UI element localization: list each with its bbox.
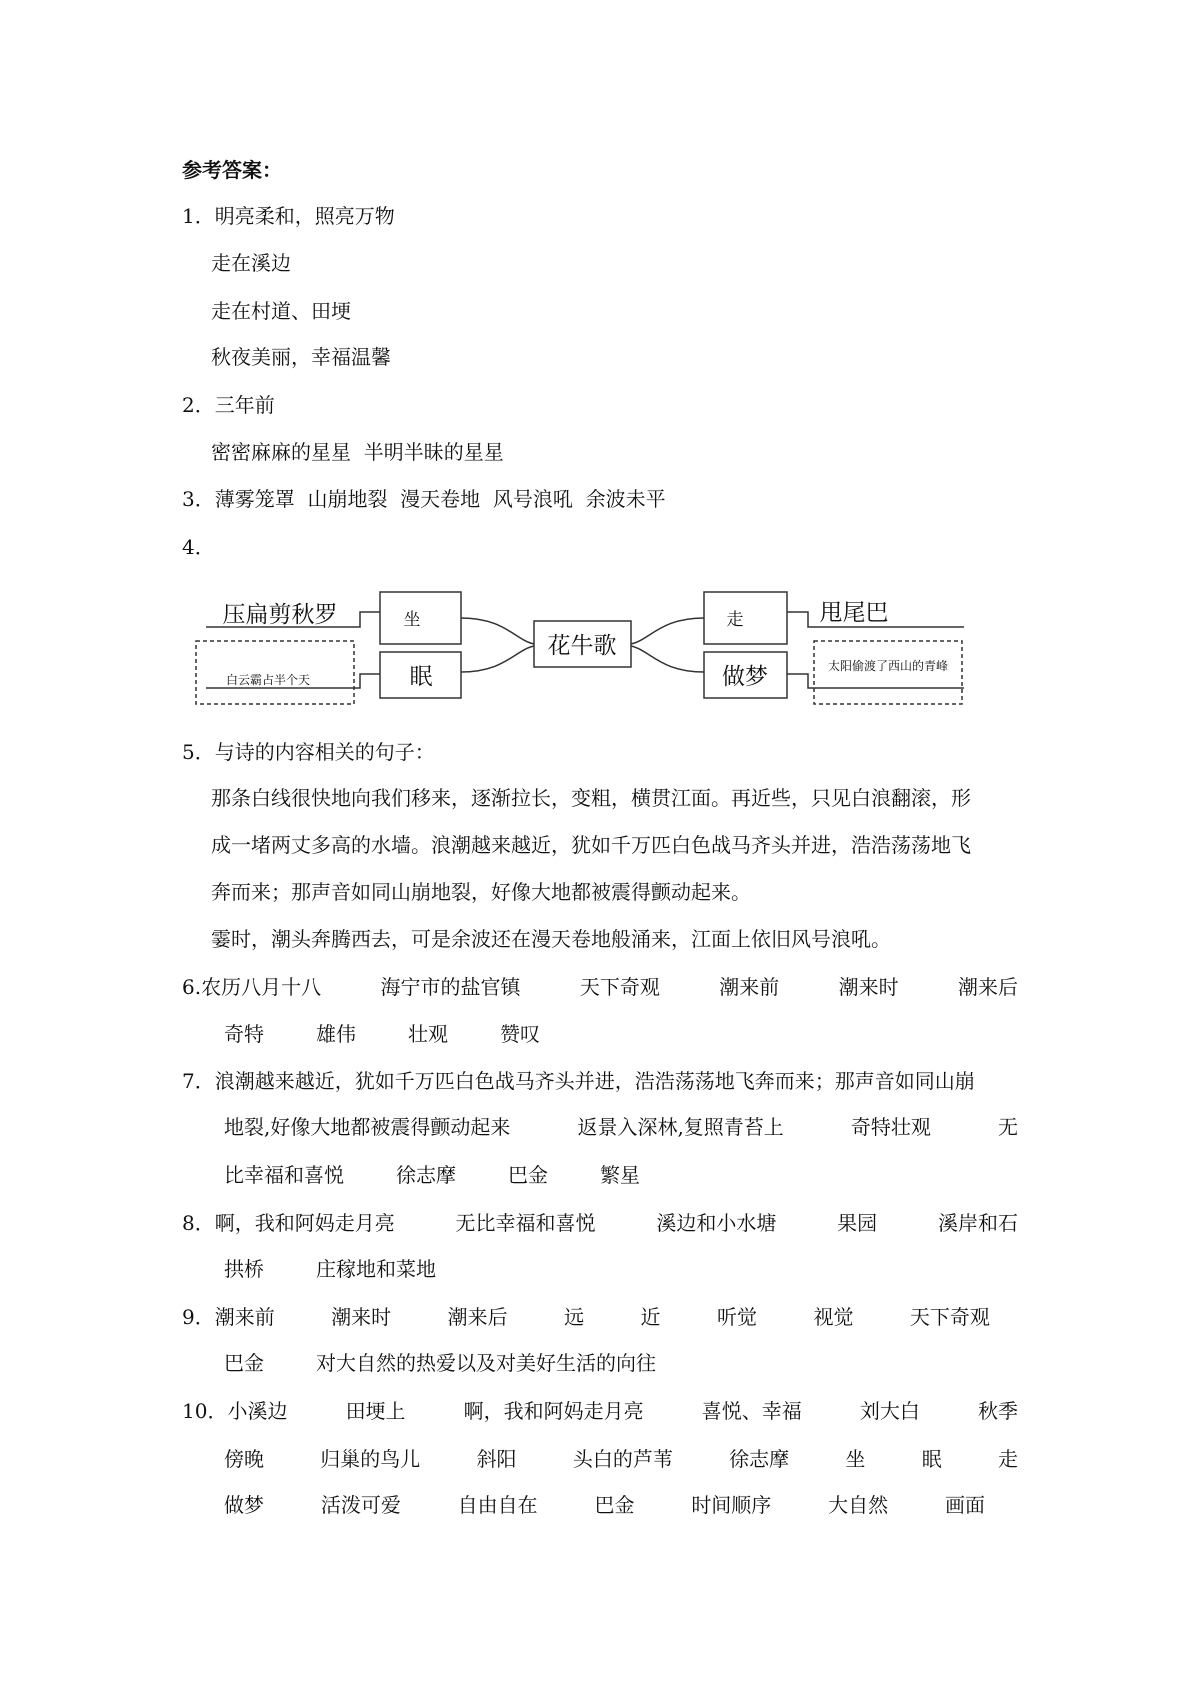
answer-text: 巴金 (224, 1351, 264, 1375)
answer-text: 繁星 (600, 1163, 640, 1187)
answer-text: 1．明亮柔和，照亮万物 (182, 204, 395, 228)
answer-text: 徐志摩 (396, 1163, 456, 1187)
answer-text: 8．啊，我和阿妈走月亮 (182, 1211, 395, 1235)
answer-text: 壮观 (408, 1022, 448, 1046)
answer-text: 果园 (837, 1211, 878, 1235)
answer-text: 秋季 (978, 1399, 1018, 1423)
answer-text: 潮来时 (331, 1305, 392, 1329)
answer-text: 斜阳 (476, 1447, 517, 1471)
answer-text: 大自然 (828, 1493, 889, 1517)
answer-text: 徐志摩 (729, 1447, 790, 1471)
answer-text: 无比幸福和喜悦 (455, 1211, 596, 1235)
answer-text: 成一堵两丈多高的水墙。浪潮越来越近，犹如千万匹白色战马齐头并进，浩浩荡荡地飞 (211, 833, 971, 857)
answer-text: 走在溪边 (211, 251, 291, 275)
answer-text: 归巢的鸟儿 (320, 1447, 421, 1471)
answer-text: 听觉 (717, 1305, 757, 1329)
answer-text: 天下奇观 (909, 1305, 990, 1329)
answer-text: 9．潮来前 (182, 1305, 275, 1329)
answer-title: 参考答案： (182, 158, 282, 182)
answer-text: 活泼可爱 (320, 1493, 401, 1517)
answer-text: 3．薄雾笼罩 山崩地裂 漫天卷地 风号浪吼 余波未平 (182, 487, 666, 511)
answer-text: 潮来后 (957, 975, 1018, 999)
box-sit-label: 坐 (403, 610, 421, 630)
box-walk (704, 592, 787, 644)
answer-text: 喜悦、幸福 (701, 1399, 802, 1423)
answer-text: 自由自在 (457, 1493, 538, 1517)
answer-text: 4． (182, 535, 215, 559)
right-bottom-label: 太阳偷渡了西山的青峰 (827, 659, 949, 673)
connector-curve (631, 618, 704, 644)
answer-text: 比幸福和喜悦 (224, 1163, 344, 1187)
answer-text: 密密麻麻的星星 半明半昧的星星 (211, 440, 504, 464)
answer-text: 秋夜美丽，幸福温馨 (211, 345, 391, 369)
answer-text: 天下奇观 (579, 975, 660, 999)
answer-text: 做梦 (224, 1493, 264, 1517)
box-dream-label: 做梦 (722, 664, 768, 690)
answer-text: 潮来时 (838, 975, 899, 999)
answer-text: 10．小溪边 (182, 1399, 288, 1423)
answer-text: 海宁市的盐官镇 (380, 975, 521, 999)
center-label: 花牛歌 (547, 633, 617, 659)
answer-text: 那条白线很快地向我们移来，逐渐拉长，变粗，横贯江面。再近些，只见白浪翻滚，形 (211, 786, 971, 810)
answer-text: 坐 (845, 1447, 866, 1471)
answer-text: 溪岸和石 (937, 1211, 1018, 1235)
answer-text: 走在村道、田埂 (211, 299, 351, 323)
answer-text: 霎时，潮头奔腾西去，可是余波还在漫天卷地般涌来，江面上依旧风号浪吼。 (211, 927, 891, 951)
answer-text: 拱桥 (224, 1257, 264, 1281)
answer-text: 眠 (921, 1447, 942, 1471)
box-walk-label: 走 (726, 610, 744, 630)
answer-text: 7．浪潮越来越近，犹如千万匹白色战马齐头并进，浩浩荡荡地飞奔而来；那声音如同山崩 (182, 1069, 975, 1093)
answer-text: 视觉 (813, 1305, 854, 1329)
answer-text: 潮来后 (447, 1305, 508, 1329)
answer-text: 远 (564, 1305, 585, 1329)
connector-curve (631, 646, 704, 672)
answer-text: 潮来前 (719, 975, 780, 999)
answer-text: 奔而来；那声音如同山崩地裂，好像大地都被震得颤动起来。 (211, 880, 751, 904)
answer-text: 啊，我和阿妈走月亮 (463, 1399, 644, 1423)
answer-text: 对大自然的热爱以及对美好生活的向往 (316, 1351, 656, 1375)
answer-text: 雄伟 (316, 1022, 356, 1046)
box-sleep-label: 眠 (409, 664, 433, 690)
answer-text: 时间顺序 (691, 1493, 772, 1517)
answer-text: 巴金 (508, 1163, 548, 1187)
right-top-label: 甩尾巴 (819, 600, 889, 626)
left-top-label: 压扁剪秋罗 (222, 602, 338, 628)
answer-text: 头白的芦苇 (572, 1447, 673, 1471)
answer-text: 地裂,好像大地都被震得颤动起来 (224, 1115, 511, 1139)
answer-text: 无 (998, 1115, 1018, 1139)
answer-text: 巴金 (594, 1493, 635, 1517)
answer-text: 返景入深林,复照青苔上 (577, 1115, 784, 1139)
answer-text: 田埂上 (345, 1399, 406, 1423)
answer-text: 庄稼地和菜地 (316, 1257, 436, 1281)
connector-curve (461, 646, 534, 672)
answer-text: 赞叹 (500, 1022, 540, 1046)
answer-text: 2．三年前 (182, 393, 275, 417)
answer-text: 画面 (944, 1493, 985, 1517)
answer-text: 6.农历八月十八 (182, 975, 322, 999)
answer-text: 奇特 (224, 1022, 264, 1046)
connector-curve (461, 618, 534, 644)
answer-text: 5．与诗的内容相关的句子： (182, 740, 435, 764)
answer-text: 走 (997, 1447, 1018, 1471)
answer-text: 刘大白 (859, 1399, 920, 1423)
left-bottom-label: 白云霸占半个天 (225, 673, 311, 687)
answer-text: 近 (640, 1305, 661, 1329)
answer-text: 奇特壮观 (850, 1115, 931, 1139)
answer-text: 傍晚 (224, 1447, 264, 1471)
answer-text: 溪边和小水塘 (656, 1211, 777, 1235)
box-sit (380, 592, 461, 644)
